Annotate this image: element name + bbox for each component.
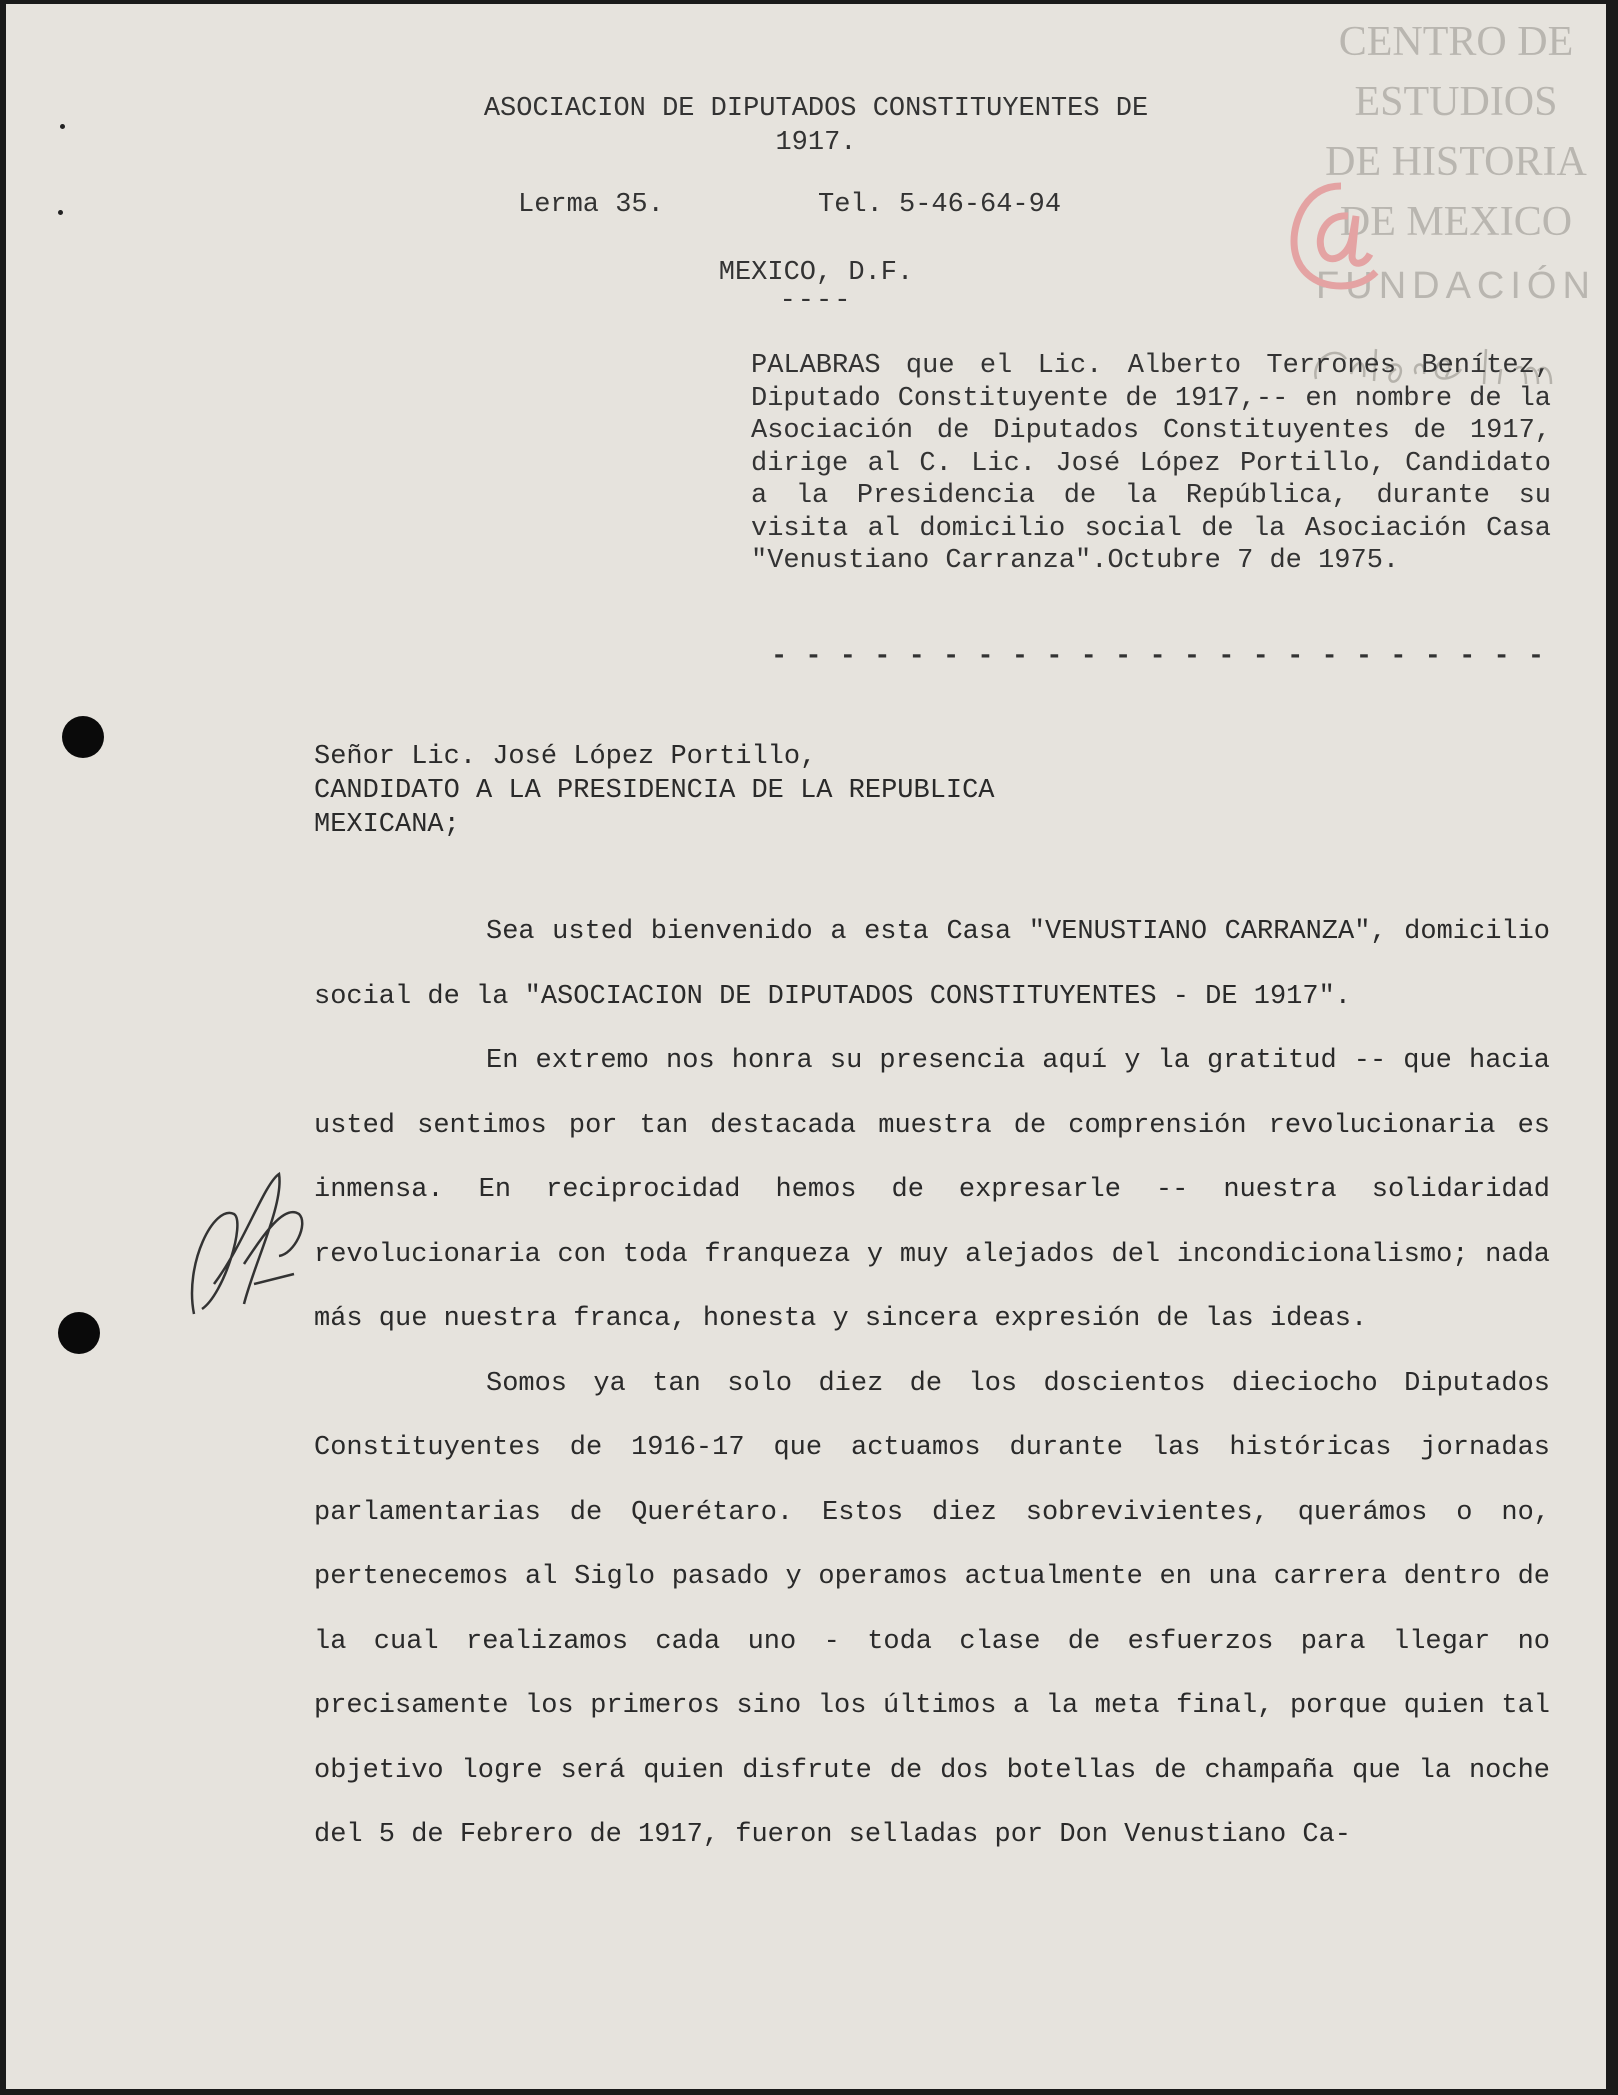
- watermark-line-2: ESTUDIOS: [1354, 79, 1558, 125]
- salutation-line-1: Señor Lic. José López Portillo,: [314, 742, 817, 772]
- address-street: Lerma 35.: [518, 190, 664, 220]
- watermark-line-1: CENTRO DE: [1338, 19, 1574, 65]
- punch-hole-bottom: [58, 1312, 100, 1354]
- city-block: [366, 256, 1266, 318]
- org-name-line-1: ASOCIACION DE DIPUTADOS CONSTITUYENTES DE: [483, 94, 1149, 124]
- handwritten-initials-icon: [184, 1144, 314, 1324]
- body-paragraph-3: Somos ya tan solo diez de los doscientos dieciocho Diputados Constituyentes de 1916-17 que actuamos durante las históricas jornadas parlamentarias de Querétaro. Estos diez sobrevivientes, querámos o no, pertenecemos al Siglo pasado y operamos actualmente en una carrera dentro de la cual realizamos cada uno - toda clase de esfuerzos para llegar no precisamente los primeros sino los últimos a la meta final, porque quien tal objetivo logre será quien disfrute de dos botellas de champaña que la noche del 5 de Febrero de 1917, fueron selladas por Don Venustiano Ca-: [314, 1368, 1550, 1850]
- intro-paragraph: PALABRAS que el Lic. Alberto Terrones Benítez, Diputado Constituyente de 1917,-- en nombre de la Asociación de Diputados Constituyentes de 1917, dirige al C. Lic. José López Portillo, Candidato a la Presidencia de la República, durante su visita al domicilio social de la Asociación Casa "Venustiano Carranza".Octubre 7 de 1975.: [751, 351, 1551, 576]
- salutation-line-2: CANDIDATO A LA PRESIDENCIA DE LA REPUBLICA: [314, 776, 995, 806]
- document-page: [6, 4, 1606, 2089]
- city: MEXICO, D.F.: [718, 258, 914, 288]
- watermark-line-3: DE HISTORIA: [1325, 139, 1587, 185]
- salutation: [314, 740, 995, 842]
- watermark-line-4: DE MEXICO: [1339, 199, 1573, 245]
- city-rule: ----: [779, 286, 853, 316]
- intro-separator: - - - - - - - - - - - - - - - - - - - - - - -: [771, 642, 1546, 672]
- punch-hole-top: [62, 716, 104, 758]
- address-phone: Tel. 5-46-64-94: [818, 190, 1062, 220]
- salutation-line-3: MEXICANA;: [314, 810, 460, 840]
- watermark-line-5: FUNDACIÓN: [1316, 265, 1596, 307]
- body-paragraph-1: Sea usted bienvenido a esta Casa "VENUSTIANO CARRANZA", domicilio social de la "ASOCIACION DE DIPUTADOS CONSTITUYENTES - DE 1917".: [314, 917, 1550, 1012]
- letter-body: [314, 900, 1550, 1868]
- paper-speck: [58, 210, 63, 215]
- foundation-logo-icon: [1286, 176, 1386, 296]
- paper-speck: [60, 124, 65, 129]
- org-name-line-2: 1917.: [775, 128, 857, 158]
- letterhead: [366, 92, 1266, 160]
- body-paragraph-2: En extremo nos honra su presencia aquí y la gratitud -- que hacia usted sentimos por tan destacada muestra de comprensión revolucionaria es inmensa. En reciprocidad hemos de expresarle -- nuestra solidaridad revolucionaria con toda franqueza y muy alejados del incondicionalismo; nada más que nuestra franca, honesta y sincera expresión de las ideas.: [314, 1046, 1550, 1334]
